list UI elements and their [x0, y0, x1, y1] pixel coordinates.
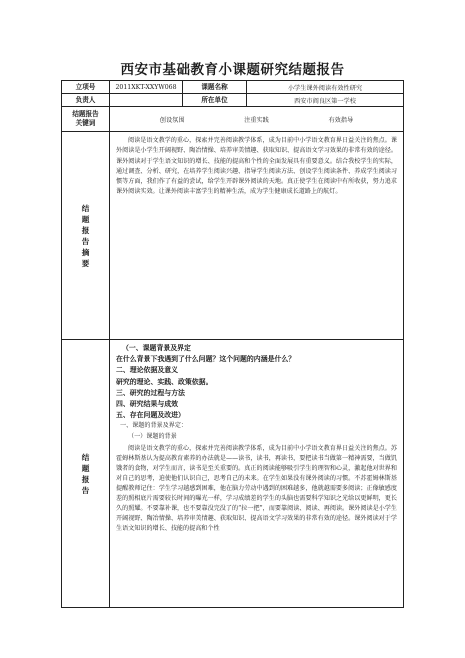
report-cell: [110, 340, 403, 607]
topic-label: 课题名称: [183, 81, 247, 94]
report-form: [61, 80, 404, 608]
report-heading-2: 二、理论依据及意义: [116, 366, 179, 375]
project-no-value: 2011XKT-XXYW068: [110, 81, 183, 94]
report-subsection-1: （一）课题的背景: [128, 432, 177, 440]
topic-value: 小学生课外阅读有效性研究: [247, 81, 403, 94]
keyword-item: 有效指导: [328, 116, 354, 124]
project-no-label: 立项号: [62, 81, 110, 94]
unit-label: 所在单位: [183, 94, 247, 107]
report-body: [110, 340, 403, 534]
report-heading-5: 五、存在问题及改进）: [116, 411, 185, 420]
document-title: 西安市基础教育小课题研究结题报告: [120, 62, 345, 78]
keyword-item: 创设氛围: [159, 116, 185, 124]
abstract-label: 结题报告摘要: [62, 132, 110, 340]
keywords-label: 结题报告关键词: [62, 107, 110, 132]
report-heading-3: 三、研究的过程与方法: [116, 388, 185, 397]
report-label: 结题报告: [62, 340, 110, 607]
abstract-text: 阅读是语文教学的重心，探索并完善阅读教学体系，成为目前中小学语文教育界日益关注的焦点。课外阅读是小学生开阔视野、陶冶情操、培养审美情趣、获取知识、提高语文学习效果的非常有效的途径。课外阅读对于学生语文知识的增长、技能的提高和个性的全面发展具有重要意义。结合我校学生的实际，通过调查、分析、研究，在培养学生阅读兴趣、指导学生阅读方法、创设学生阅读条件、养成学生阅读习惯等方面，我们作了有益的尝试，给学生开辟课外阅读的天地。真正使学生在阅读中有所收获，努力追求课外阅读实效。让课外阅读丰富学生的精神生活，成为学生健康成长道路上的航灯。: [116, 137, 397, 196]
leader-value: [110, 94, 183, 107]
keywords-list: [110, 107, 403, 132]
report-question-1: 在什么背景下我遇到了什么问题？这个问题的内涵是什么？: [116, 355, 296, 364]
report-paragraph-1: 阅读是语文教学的重心，探索并完善阅读教学体系，成为目前中小学语文教育界日益关注的焦点。苏霍姆林斯基认为提高教育素养的办法就是——读书，读书，再读书，要把读书当做第一精神需要，当做饥饿者的食物，对学生而言，读书是至关重要的。真正的阅读能够吸引学生的理智和心灵，激起他对世界和对自己的思考，迫使他们认识自己，思考自己的未来。在学生如果没有课外阅读的习惯。不苏霍姆林斯基提醒教师记住：学生学习越感到困难，他在脑力劳动中遇到的困难越多，他就越需要多阅读；正像敏感度差的照相底片需要较长时间的曝光一样，学习成绩差的学生的头脑也需要科学知识之光给以更鲜明，更长久的照耀。不要靠补课，也不要靠没完没了的“拉一把”，而要靠阅读、阅读、再阅读。课外阅读是小学生开阔视野、陶冶情操、培养审美情趣、获取知识、提高语文学习效果的非常有效的途径。课外阅读对于学生语文知识的增长、技能的提高和个性: [116, 444, 397, 533]
unit-value: 西安市阎良区第一学校: [247, 94, 403, 107]
report-section-1: 一、课题的背景及界定：: [120, 422, 188, 430]
report-heading-1: （一、课题背景及界定: [122, 344, 191, 352]
keyword-item: 注重实践: [244, 116, 269, 124]
report-heading-4: 四、研究结果与成效: [116, 400, 179, 409]
abstract-cell: [110, 132, 403, 340]
report-question-2: 研究的理论、实践、政策依据。: [116, 377, 213, 386]
leader-label: 负责人: [62, 94, 110, 107]
